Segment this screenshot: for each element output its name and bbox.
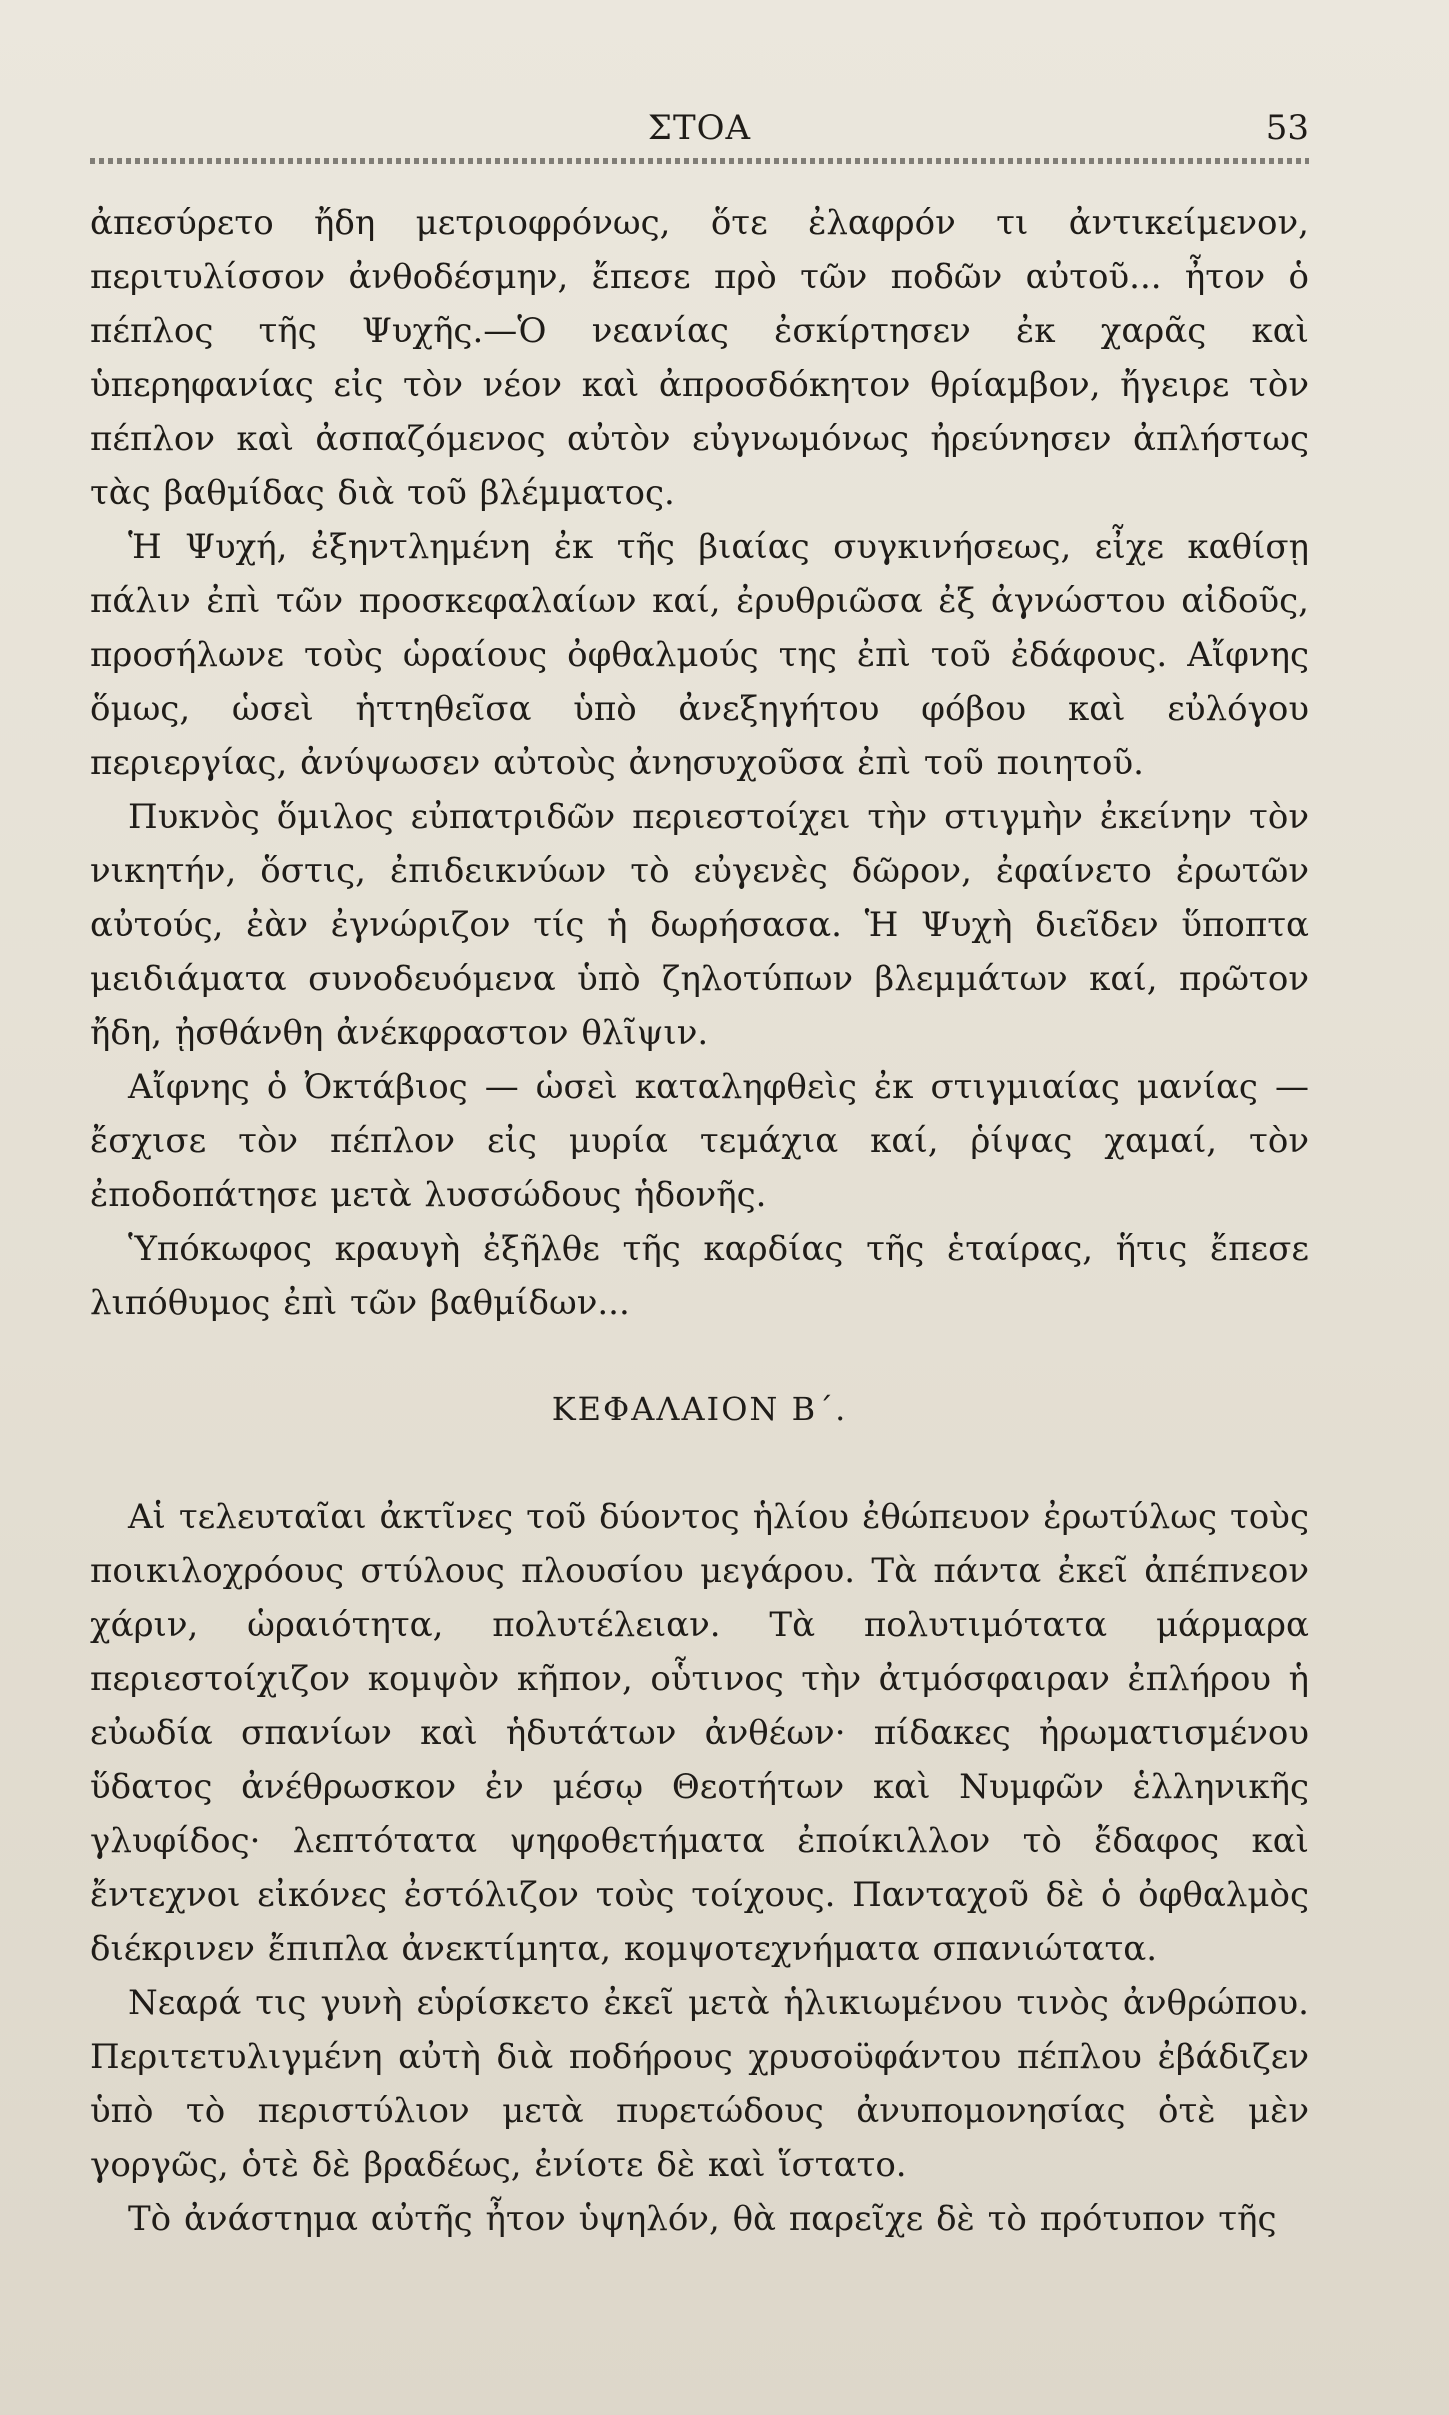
paragraph: Νεαρά τις γυνὴ εὑρίσκετο ἐκεῖ μετὰ ἡλικιωμένου τινὸς ἀνθρώπου. Περιτετυλιγμένη αὐτὴ διὰ ποδήρους χρυσοϋφάντου πέπλου ἐβάδιζεν ὑπὸ τὸ περιστύλιον μετὰ πυρετώδους ἀνυπομονησίας ὁτὲ μὲν γοργῶς, ὁτὲ δὲ βραδέως, ἐνίοτε δὲ καὶ ἵστατο. bbox=[90, 1983, 1309, 2185]
running-head: ΣΤΟΑ bbox=[647, 108, 752, 148]
paragraph: Αἴφνης ὁ Ὀκτάβιος — ὡσεὶ καταληφθεὶς ἐκ στιγμιαίας μανίας — ἔσχισε τὸν πέπλον εἰς μυρία τεμάχια καί, ῥίψας χαμαί, τὸν ἐποδοπάτησε μετὰ λυσσώδους ἡδονῆς. bbox=[90, 1067, 1309, 1215]
paragraph: ἀπεσύρετο ἤδη μετριοφρόνως, ὅτε ἐλαφρόν τι ἀντικείμενον, περιτυλίσσον ἀνθοδέσμην, ἔπεσε πρὸ τῶν ποδῶν αὐτοῦ... ἦτον ὁ πέπλος τῆς Ψυχῆς.—Ὁ νεανίας ἐσκίρτησεν ἐκ χαρᾶς καὶ ὑπερηφανίας εἰς τὸν νέον καὶ ἀπροσδόκητον θρίαμβον, ἤγειρε τὸν πέπλον καὶ ἀσπαζόμενος αὐτὸν εὐγνωμόνως ἠρεύνησεν ἀπλήστως τὰς βαθμίδας διὰ τοῦ βλέμματος. bbox=[90, 203, 1309, 513]
paragraph: Ὑπόκωφος κραυγὴ ἐξῆλθε τῆς καρδίας τῆς ἑταίρας, ἥτις ἔπεσε λιπόθυμος ἐπὶ τῶν βαθμίδων... bbox=[90, 1229, 1309, 1323]
chapter-heading: ΚΕΦΑΛΑΙΟΝ Β΄. bbox=[551, 1390, 848, 1428]
paragraph: Πυκνὸς ὅμιλος εὐπατριδῶν περιεστοίχει τὴν στιγμὴν ἐκείνην τὸν νικητήν, ὅστις, ἐπιδεικνύων τὸ εὐγενὲς δῶρον, ἐφαίνετο ἐρωτῶν αὐτούς, ἐὰν ἐγνώριζον τίς ἡ δωρήσασα. Ἡ Ψυχὴ διεῖδεν ὕποπτα μειδιάματα συνοδευόμενα ὑπὸ ζηλοτύπων βλεμμάτων καί, πρῶτον ἤδη, ᾐσθάνθη ἀνέκφραστον θλῖψιν. bbox=[90, 797, 1309, 1053]
header-rule bbox=[90, 158, 1309, 164]
section-2-text bbox=[90, 1490, 1309, 2246]
paragraph: Τὸ ἀνάστημα αὐτῆς ἦτον ὑψηλόν, θὰ παρεῖχε δὲ τὸ πρότυπον τῆς bbox=[128, 2199, 1277, 2239]
page-number: 53 bbox=[1265, 108, 1309, 148]
paragraph: Αἱ τελευταῖαι ἀκτῖνες τοῦ δύοντος ἡλίου ἐθώπευον ἐρωτύλως τοὺς ποικιλοχρόους στύλους πλουσίου μεγάρου. Τὰ πάντα ἐκεῖ ἀπέπνεον χάριν, ὡραιότητα, πολυτέλειαν. Τὰ πολυτιμότατα μάρμαρα περιεστοίχιζον κομψὸν κῆπον, οὗτινος τὴν ἀτμόσφαιραν ἐπλήρου ἡ εὐωδία σπανίων καὶ ἡδυτάτων ἀνθέων· πίδακες ἠρωματισμένου ὕδατος ἀνέθρωσκον ἐν μέσῳ Θεοτήτων καὶ Νυμφῶν ἑλληνικῆς γλυφίδος· λεπτότατα ψηφοθετήματα ἐποίκιλλον τὸ ἔδαφος καὶ ἔντεχνοι εἰκόνες ἐστόλιζον τοὺς τοίχους. Πανταχοῦ δὲ ὁ ὀφθαλμὸς διέκρινεν ἔπιπλα ἀνεκτίμητα, κομψοτεχνήματα σπανιώτατα. bbox=[90, 1497, 1309, 1969]
section-1-text bbox=[90, 196, 1309, 1330]
paragraph: Ἡ Ψυχή, ἐξηντλημένη ἐκ τῆς βιαίας συγκινήσεως, εἶχε καθίσῃ πάλιν ἐπὶ τῶν προσκεφαλαίων καί, ἐρυθριῶσα ἐξ ἀγνώστου αἰδοῦς, προσήλωνε τοὺς ὡραίους ὀφθαλμούς της ἐπὶ τοῦ ἐδάφους. Αἴφνης ὅμως, ὡσεὶ ἡττηθεῖσα ὑπὸ ἀνεξηγήτου φόβου καὶ εὐλόγου περιεργίας, ἀνύψωσεν αὐτοὺς ἀνησυχοῦσα ἐπὶ τοῦ ποιητοῦ. bbox=[90, 527, 1309, 783]
page-header bbox=[90, 108, 1309, 158]
